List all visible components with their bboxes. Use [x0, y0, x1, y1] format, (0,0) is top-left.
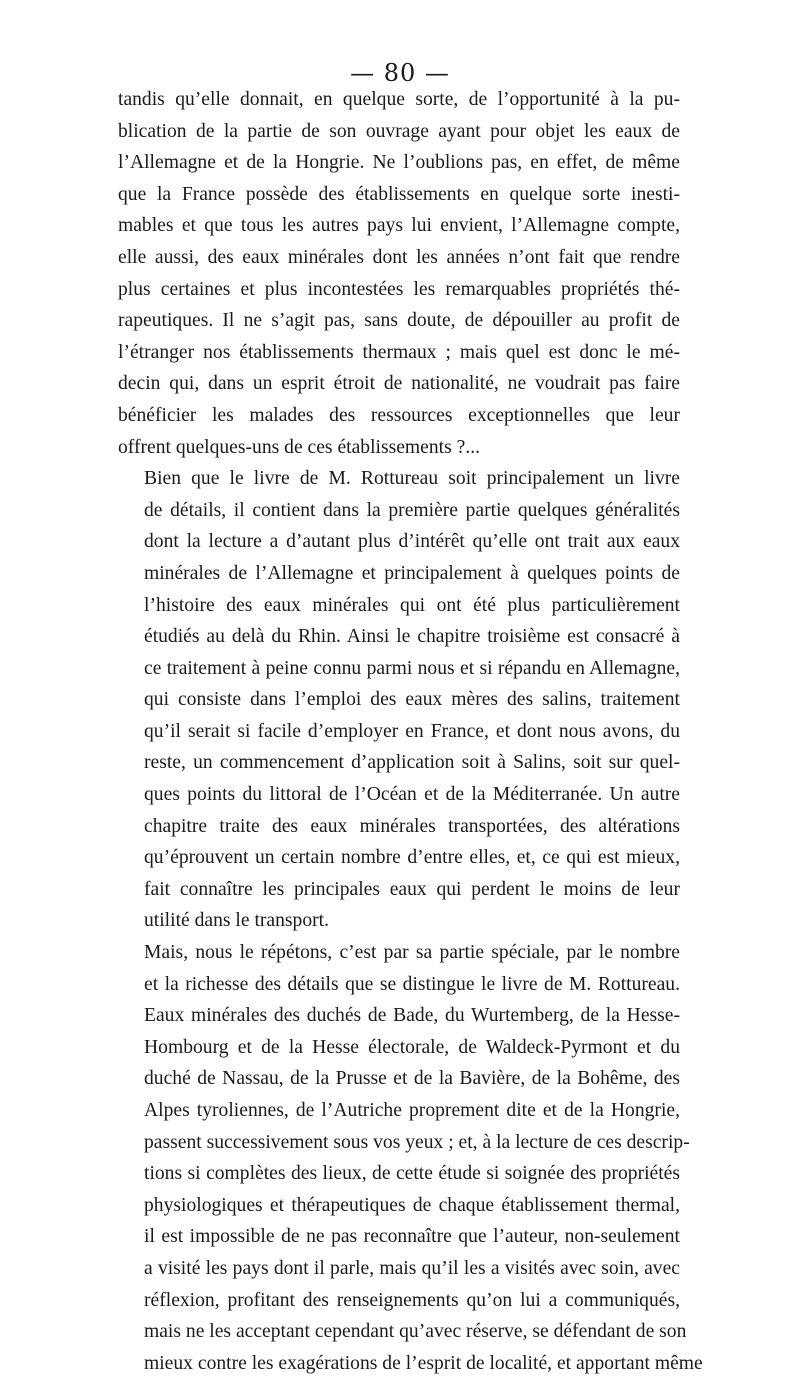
text-line: plus certaines et plus incontestées les remarquables propriétés thé- [118, 278, 680, 300]
page-number: — 80 — [350, 59, 450, 87]
text-line: duché de Nassau, de la Prusse et de la Bavière, de la Bohême, des [144, 1068, 680, 1090]
text-line: ce traitement à peine connu parmi nous et si répandu en Allemagne, [144, 657, 680, 679]
text-line: tions si complètes des lieux, de cette étude si soignée des propriétés [144, 1163, 680, 1185]
text-line: mais ne les acceptant cependant qu’avec réserve, se défendant de son [144, 1321, 687, 1343]
text-line: mieux contre les exagérations de l’esprit de localité, et apportant même [144, 1352, 703, 1374]
text-line: l’étranger nos établissements thermaux ; mais quel est donc le mé- [118, 341, 680, 363]
paragraph-p1 [118, 84, 680, 463]
text-line: qu’il serait si facile d’employer en France, et dont nous avons, du [144, 720, 680, 742]
text-line: physiologiques et thérapeutiques de chaque établissement thermal, [144, 1194, 680, 1216]
text-line: mables et que tous les autres pays lui envient, l’Allemagne compte, [118, 215, 680, 237]
text-line: dont la lecture a d’autant plus d’intérêt qu’elle ont trait aux eaux [144, 531, 680, 553]
paragraph-p2 [118, 463, 680, 937]
paragraph-p3 [118, 937, 703, 1379]
text-line: reste, un commencement d’application soit à Salins, soit sur quel- [144, 752, 680, 774]
text-line: offrent quelques-uns de ces établissements ?... [118, 436, 481, 458]
text-line: decin qui, dans un esprit étroit de nationalité, ne voudrait pas faire [118, 373, 680, 395]
text-line: ques points du littoral de l’Océan et de la Méditerranée. Un autre [144, 784, 680, 806]
text-line: fait connaître les principales eaux qui perdent le moins de leur [144, 878, 680, 900]
text-line: bénéficier les malades des ressources exceptionnelles que leur [118, 404, 680, 426]
text-line: réflexion, profitant des renseignements qu’on lui a communiqués, [144, 1289, 680, 1311]
text-line: minérales de l’Allemagne et principalement à quelques points de [144, 562, 680, 584]
text-line: tandis qu’elle donnait, en quelque sorte, de l’opportunité à la pu- [118, 89, 680, 110]
text-line: rapeutiques. Il ne s’agit pas, sans doute, de dépouiller au profit de [118, 310, 680, 332]
text-line: passent successivement sous vos yeux ; et, à la lecture de ces descrip- [144, 1131, 690, 1153]
text-line: qui consiste dans l’emploi des eaux mères des salins, traitement [144, 689, 680, 711]
text-line: Bien que le livre de M. Rottureau soit principalement un livre [144, 468, 680, 490]
text-line: et la richesse des détails que se distingue le livre de M. Rottureau. [144, 973, 680, 995]
text-line: Hombourg et de la Hesse électorale, de Waldeck-Pyrmont et du [144, 1036, 680, 1058]
text-line: blication de la partie de son ouvrage ayant pour objet les eaux de [118, 120, 680, 142]
text-line: a visité les pays dont il parle, mais qu’il les a visités avec soin, avec [144, 1257, 680, 1279]
text-line: utilité dans le transport. [144, 910, 330, 932]
text-line: elle aussi, des eaux minérales dont les années n’ont fait que rendre [118, 246, 680, 268]
text-line: étudiés au delà du Rhin. Ainsi le chapitre troisième est consacré à [144, 626, 680, 648]
body-text [118, 84, 703, 1379]
text-line: chapitre traite des eaux minérales transportées, des altérations [144, 815, 680, 837]
text-line: qu’éprouvent un certain nombre d’entre elles, et, ce qui est mieux, [144, 847, 680, 869]
text-line: que la France possède des établissements en quelque sorte inesti- [118, 183, 680, 205]
text-line: de détails, il contient dans la première partie quelques généralités [144, 499, 680, 521]
text-line: l’Allemagne et de la Hongrie. Ne l’oublions pas, en effet, de même [118, 152, 680, 174]
text-line: l’histoire des eaux minérales qui ont été plus particulièrement [144, 594, 680, 616]
text-line: Mais, nous le répétons, c’est par sa partie spéciale, par le nombre [144, 942, 680, 964]
text-line: il est impossible de ne pas reconnaître que l’auteur, non-seulement [144, 1226, 680, 1248]
text-line: Alpes tyroliennes, de l’Autriche proprement dite et de la Hongrie, [144, 1100, 680, 1121]
text-line: Eaux minérales des duchés de Bade, du Wurtemberg, de la Hesse- [144, 1005, 680, 1027]
